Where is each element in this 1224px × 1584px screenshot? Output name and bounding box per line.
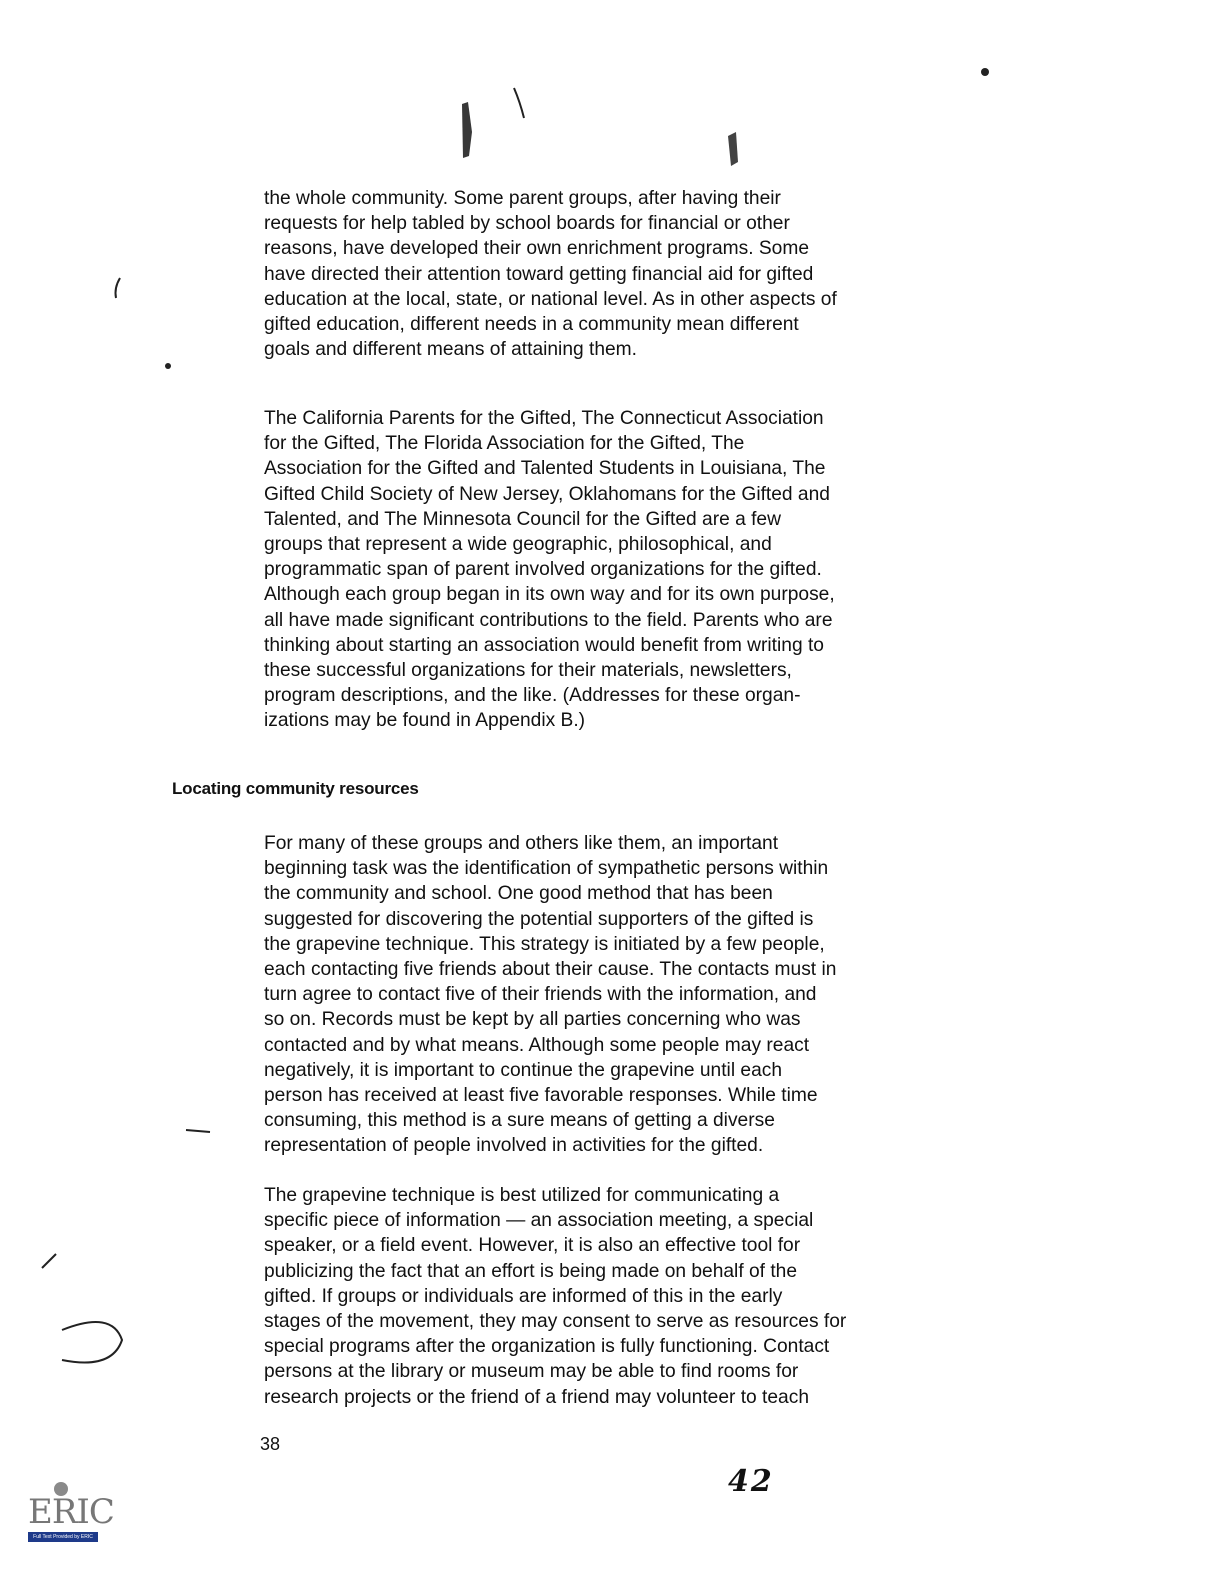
text-line: research projects or the friend of a friend may volunteer to teach [264, 1386, 809, 1408]
text-line: representation of people involved in activities for the gifted. [264, 1135, 764, 1157]
text-line: all have made significant contributions to the field. Parents who are [264, 609, 833, 631]
text-line: turn agree to contact five of their friends with the information, and [264, 984, 817, 1006]
text-line: consuming, this method is a sure means of getting a diverse [264, 1110, 775, 1132]
text-line: so on. Records must be kept by all parties concerning who was [264, 1009, 801, 1031]
text-line: program descriptions, and the like. (Addresses for these organ- [264, 685, 801, 707]
text-line: suggested for discovering the potential supporters of the gifted is [264, 908, 814, 930]
text-line: The grapevine technique is best utilized for communicating a [264, 1185, 780, 1206]
text-line: the whole community. Some parent groups, after having their [264, 188, 781, 209]
text-line: Association for the Gifted and Talented Students in Louisiana, The [264, 458, 826, 480]
text-line: Although each group began in its own way and for its own purpose, [264, 584, 835, 606]
text-line: these successful organizations for their materials, newsletters, [264, 660, 792, 682]
text-line: gifted education, different needs in a community mean different [264, 314, 799, 336]
logo-wordmark: ERIC [28, 1492, 114, 1532]
text-line: stages of the movement, they may consent to serve as resources for [264, 1311, 847, 1333]
text-line: For many of these groups and others like them, an important [264, 833, 779, 854]
text-line: Gifted Child Society of New Jersey, Oklahomans for the Gifted and [264, 483, 830, 505]
text-line: groups that represent a wide geographic, philosophical, and [264, 534, 772, 556]
text-line: gifted. If groups or individuals are informed of this in the early [264, 1285, 783, 1307]
page-number: 38 [260, 1434, 281, 1454]
text-line: beginning task was the identification of sympathetic persons within [264, 858, 829, 880]
section-heading: Locating community resources [172, 779, 419, 798]
text-line: persons at the library or museum may be able to find rooms for [264, 1361, 799, 1383]
text-line: person has received at least five favorable responses. While time [264, 1085, 818, 1107]
text-line: speaker, or a field event. However, it is also an effective tool for [264, 1235, 801, 1257]
text-line: have directed their attention toward getting financial aid for gifted [264, 263, 814, 285]
text-line: requests for help tabled by school boards for financial or other [264, 213, 790, 235]
stamped-page-number: 42 [728, 1464, 774, 1499]
text-line: Talented, and The Minnesota Council for the Gifted are a few [264, 508, 781, 530]
text-line: the grapevine technique. This strategy is initiated by a few people, [264, 933, 825, 955]
logo-tagline: Full Text Provided by ERIC [28, 1532, 98, 1542]
text-line: special programs after the organization is fully functioning. Contact [264, 1336, 830, 1358]
text-line: reasons, have developed their own enrichment programs. Some [264, 238, 810, 260]
text-line: negatively, it is important to continue the grapevine until each [264, 1059, 783, 1081]
eric-logo [24, 1482, 114, 1544]
text-line: education at the local, state, or national level. As in other aspects of [264, 288, 837, 310]
paragraph-1 [264, 186, 944, 362]
text-line: goals and different means of attaining them. [264, 339, 637, 361]
paragraph-3 [264, 831, 944, 1159]
text-line: for the Gifted, The Florida Association for the Gifted, The [264, 433, 745, 455]
paragraph-4 [264, 1183, 944, 1410]
text-line: each contacting five friends about their cause. The contacts must in [264, 959, 837, 981]
text-line: programmatic span of parent involved organizations for the gifted. [264, 559, 822, 581]
text-line: specific piece of information — an association meeting, a special [264, 1210, 814, 1232]
paragraph-2 [264, 406, 944, 734]
text-line: izations may be found in Appendix B.) [264, 710, 586, 732]
text-line: The California Parents for the Gifted, The Connecticut Association [264, 408, 824, 429]
text-line: thinking about starting an association would benefit from writing to [264, 634, 824, 656]
text-line: publicizing the fact that an effort is being made on behalf of the [264, 1260, 797, 1282]
text-line: contacted and by what means. Although some people may react [264, 1034, 810, 1056]
text-line: the community and school. One good method that has been [264, 883, 773, 905]
